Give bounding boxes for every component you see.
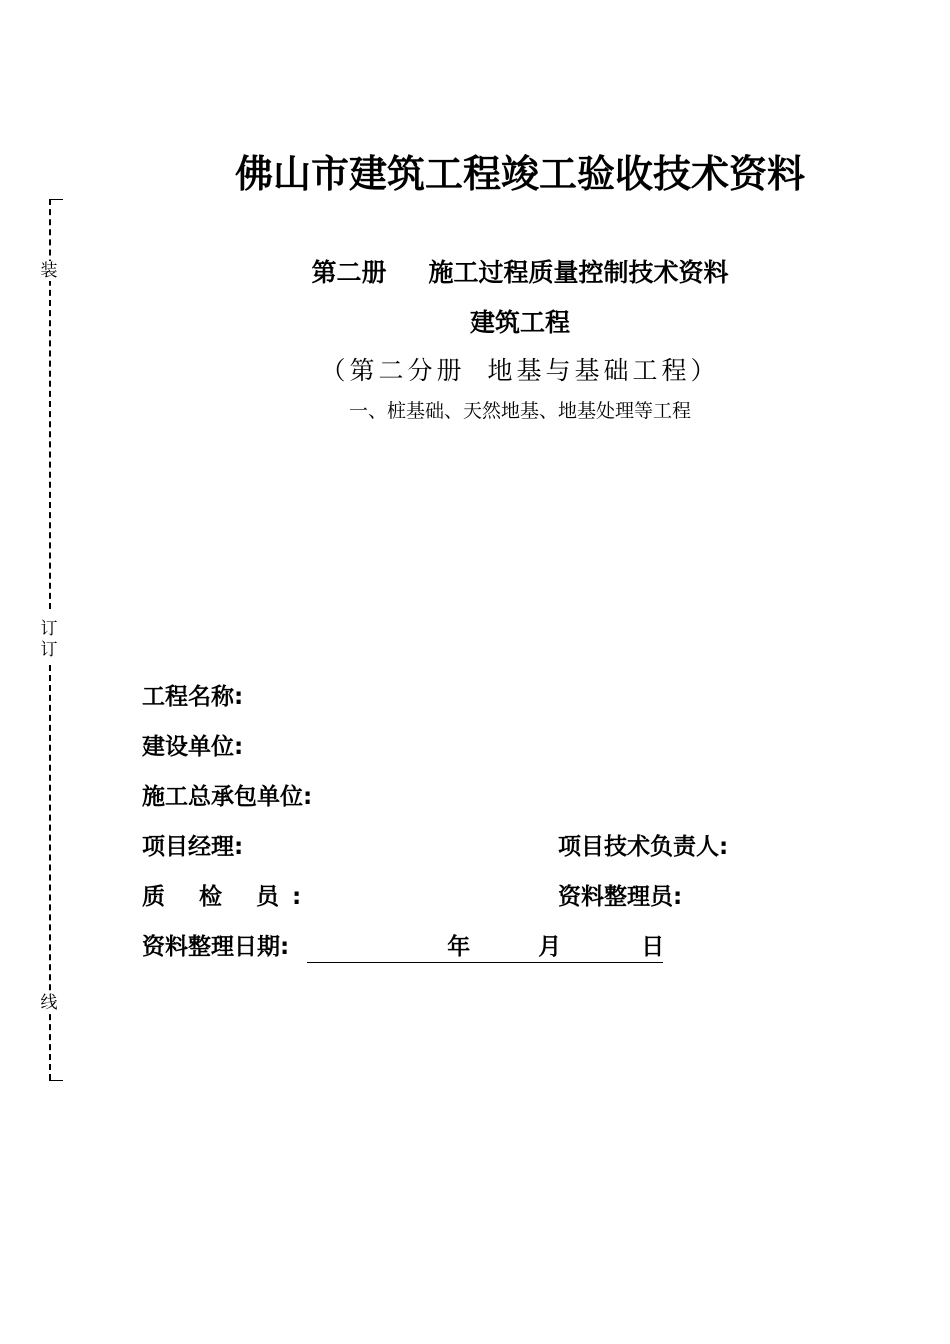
main-title: 佛山市建筑工程竣工验收技术资料 <box>234 152 805 196</box>
builder-label: 建设单位: <box>142 734 244 760</box>
category-title: 建筑工程 <box>469 308 570 337</box>
month-unit: 月 <box>538 934 562 960</box>
binding-char-mid-2: 订 <box>38 640 60 660</box>
section-title: 地基与基础工程） <box>487 356 720 385</box>
inspector-label: 质 检 员: <box>142 884 315 910</box>
binding-char-bottom: 线 <box>38 993 60 1013</box>
section-open: （第二分册 <box>320 356 466 385</box>
volume-label: 第二册 <box>311 258 387 287</box>
section-line <box>200 354 840 388</box>
binding-tick-top <box>49 199 63 200</box>
binding-char-top: 装 <box>38 261 60 281</box>
binding-tick-bottom <box>49 1080 63 1081</box>
binding-char-mid-1: 订 <box>38 619 60 639</box>
date-row <box>142 932 663 963</box>
project-manager-label: 项目经理: <box>142 834 244 860</box>
archivist-label: 资料整理员: <box>558 884 683 910</box>
volume-line <box>200 256 840 290</box>
date-label: 资料整理日期: <box>142 934 290 960</box>
scope-line: 一、桩基础、天然地基、地基处理等工程 <box>348 400 691 422</box>
day-unit: 日 <box>641 934 665 960</box>
year-unit: 年 <box>447 934 471 960</box>
contractor-label: 施工总承包单位: <box>142 784 313 810</box>
binding-dash-line-2 <box>49 665 51 1080</box>
project-name-label: 工程名称: <box>142 684 244 710</box>
volume-title: 施工过程质量控制技术资料 <box>428 258 729 287</box>
date-blank-line <box>307 932 663 963</box>
tech-lead-label: 项目技术负责人: <box>558 834 729 860</box>
